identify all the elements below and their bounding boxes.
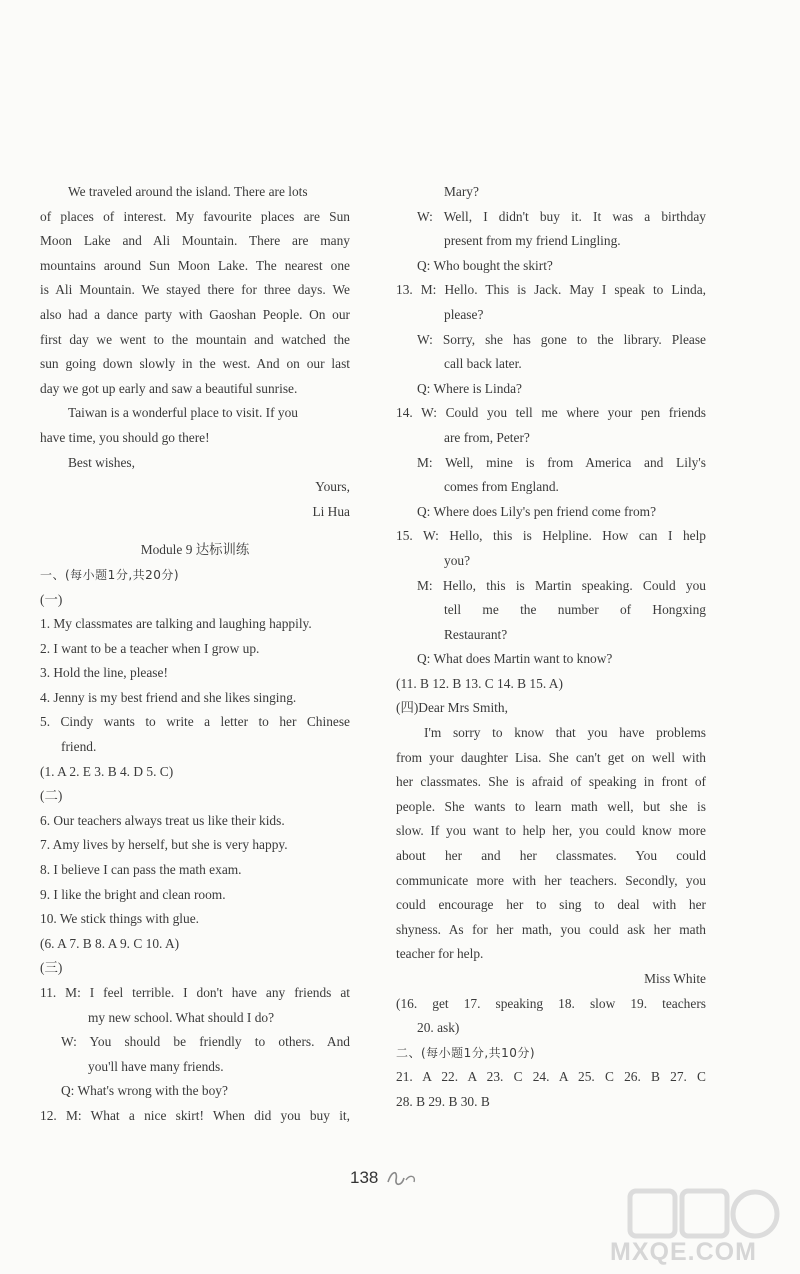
left-line: 一、(每小题1分,共20分) bbox=[40, 567, 180, 582]
right-line: (16. get 17. speaking 18. slow 19. teachers bbox=[396, 995, 706, 1011]
right-line: 15. W: Hello, this is Helpline. How can I help bbox=[396, 528, 706, 544]
left-line: day we got up early and saw a beautiful sunrise. bbox=[40, 380, 298, 396]
right-line: comes from England. bbox=[444, 479, 559, 495]
right-line: 14. W: Could you tell me where your pen friends bbox=[396, 405, 706, 421]
right-line: Q: Where does Lily's pen friend come from? bbox=[417, 503, 657, 519]
swirl-decoration-icon bbox=[384, 1166, 424, 1190]
right-line: you? bbox=[444, 552, 471, 568]
right-line: Mary? bbox=[444, 184, 479, 199]
left-line: Yours, bbox=[315, 479, 350, 495]
right-line: teacher for help. bbox=[396, 946, 484, 962]
left-line: (三) bbox=[40, 960, 63, 976]
left-line: 12. M: What a nice skirt! When did you buy it, bbox=[40, 1107, 350, 1123]
left-line: 2. I want to be a teacher when I grow up. bbox=[40, 640, 260, 656]
right-line: about her and her classmates. You could bbox=[396, 848, 706, 864]
right-line: tell me the number of Hongxing bbox=[444, 602, 706, 618]
right-line: (11. B 12. B 13. C 14. B 15. A) bbox=[396, 675, 563, 691]
right-line: please? bbox=[444, 306, 484, 322]
left-line bbox=[40, 524, 350, 538]
left-column bbox=[40, 180, 350, 1129]
left-line: 10. We stick things with glue. bbox=[40, 911, 199, 927]
left-line: Q: What's wrong with the boy? bbox=[61, 1083, 228, 1099]
right-line: shyness. As for her math, you could ask her math bbox=[396, 921, 706, 937]
right-line: W: Well, I didn't buy it. It was a birthday bbox=[417, 208, 706, 224]
left-line: sun going down slowly in the west. And on our last bbox=[40, 356, 350, 372]
left-line: first day we went to the mountain and watched the bbox=[40, 331, 350, 347]
left-line: 5. Cindy wants to write a letter to her Chinese bbox=[40, 714, 350, 730]
right-line: Miss White bbox=[644, 971, 706, 986]
left-line: 8. I believe I can pass the math exam. bbox=[40, 862, 242, 878]
page-number: 138 bbox=[350, 1168, 379, 1187]
right-line: people. She wants to learn math well, but she is bbox=[396, 798, 706, 814]
right-line: Q: Who bought the skirt? bbox=[417, 257, 553, 273]
left-line: mountains around Sun Moon Lake. The nearest one bbox=[40, 257, 350, 273]
right-line: W: Sorry, she has gone to the library. Please bbox=[417, 331, 706, 347]
left-line: (1. A 2. E 3. B 4. D 5. C) bbox=[40, 763, 174, 779]
left-line: 6. Our teachers always treat us like their kids. bbox=[40, 812, 285, 828]
right-line: are from, Peter? bbox=[444, 429, 530, 445]
left-line: (一) bbox=[40, 591, 63, 607]
left-line: Taiwan is a wonderful place to visit. If you bbox=[68, 405, 298, 421]
left-line: 7. Amy lives by herself, but she is very happy. bbox=[40, 837, 288, 853]
left-line: 3. Hold the line, please! bbox=[40, 665, 168, 681]
right-line: from your daughter Lisa. She can't get on well with bbox=[396, 749, 706, 765]
right-line: I'm sorry to know that you have problems bbox=[424, 725, 706, 741]
right-line: (四)Dear Mrs Smith, bbox=[396, 700, 508, 716]
right-line: 28. B 29. B 30. B bbox=[396, 1093, 490, 1109]
left-line: is Ali Mountain. We stayed there for three days. We bbox=[40, 282, 350, 298]
left-line: my new school. What should I do? bbox=[88, 1009, 275, 1025]
right-line: Q: What does Martin want to know? bbox=[417, 651, 613, 667]
left-line: Li Hua bbox=[312, 503, 350, 519]
left-line: 1. My classmates are talking and laughing happily. bbox=[40, 616, 312, 632]
right-line: could encourage her to sing to deal with her bbox=[396, 897, 706, 913]
right-line: call back later. bbox=[444, 356, 522, 372]
right-line: 20. ask) bbox=[417, 1020, 460, 1036]
right-line: 二、(每小题1分,共10分) bbox=[396, 1045, 536, 1060]
left-line: of places of interest. My favourite places are Sun bbox=[40, 208, 350, 224]
right-line: slow. If you want to help her, you could know more bbox=[396, 823, 706, 839]
left-line: (6. A 7. B 8. A 9. C 10. A) bbox=[40, 935, 180, 951]
left-line: We traveled around the island. There are lots bbox=[68, 184, 308, 199]
right-line: present from my friend Lingling. bbox=[444, 233, 621, 249]
left-line: also had a dance party with Gaoshan People. On our bbox=[40, 306, 350, 322]
watermark-text: MXQE.COM bbox=[610, 1238, 757, 1266]
right-line: 21. A 22. A 23. C 24. A 25. C 26. B 27. C bbox=[396, 1069, 706, 1085]
left-line: Best wishes, bbox=[68, 454, 135, 470]
left-line: Module 9 达标训练 bbox=[140, 542, 250, 558]
right-line: communicate more with her teachers. Secondly, you bbox=[396, 872, 706, 888]
right-line: Q: Where is Linda? bbox=[417, 380, 522, 396]
left-line: Moon Lake and Ali Mountain. There are many bbox=[40, 233, 350, 249]
left-line: have time, you should go there! bbox=[40, 429, 210, 445]
left-line: 9. I like the bright and clean room. bbox=[40, 886, 226, 902]
left-line: 11. M: I feel terrible. I don't have any friends at bbox=[40, 985, 350, 1000]
right-line: M: Well, mine is from America and Lily's bbox=[417, 454, 706, 470]
left-line: 4. Jenny is my best friend and she likes singing. bbox=[40, 689, 297, 705]
left-line: W: You should be friendly to others. And bbox=[61, 1034, 350, 1050]
right-column bbox=[396, 180, 706, 1115]
right-line: 13. M: Hello. This is Jack. May I speak to Linda, bbox=[396, 282, 706, 298]
right-line: her classmates. She is afraid of speaking in front of bbox=[396, 774, 706, 790]
right-line: Restaurant? bbox=[444, 626, 508, 642]
left-line: you'll have many friends. bbox=[88, 1058, 224, 1074]
left-line: friend. bbox=[61, 739, 97, 755]
left-line: (二) bbox=[40, 788, 63, 804]
right-line: M: Hello, this is Martin speaking. Could you bbox=[417, 577, 706, 593]
